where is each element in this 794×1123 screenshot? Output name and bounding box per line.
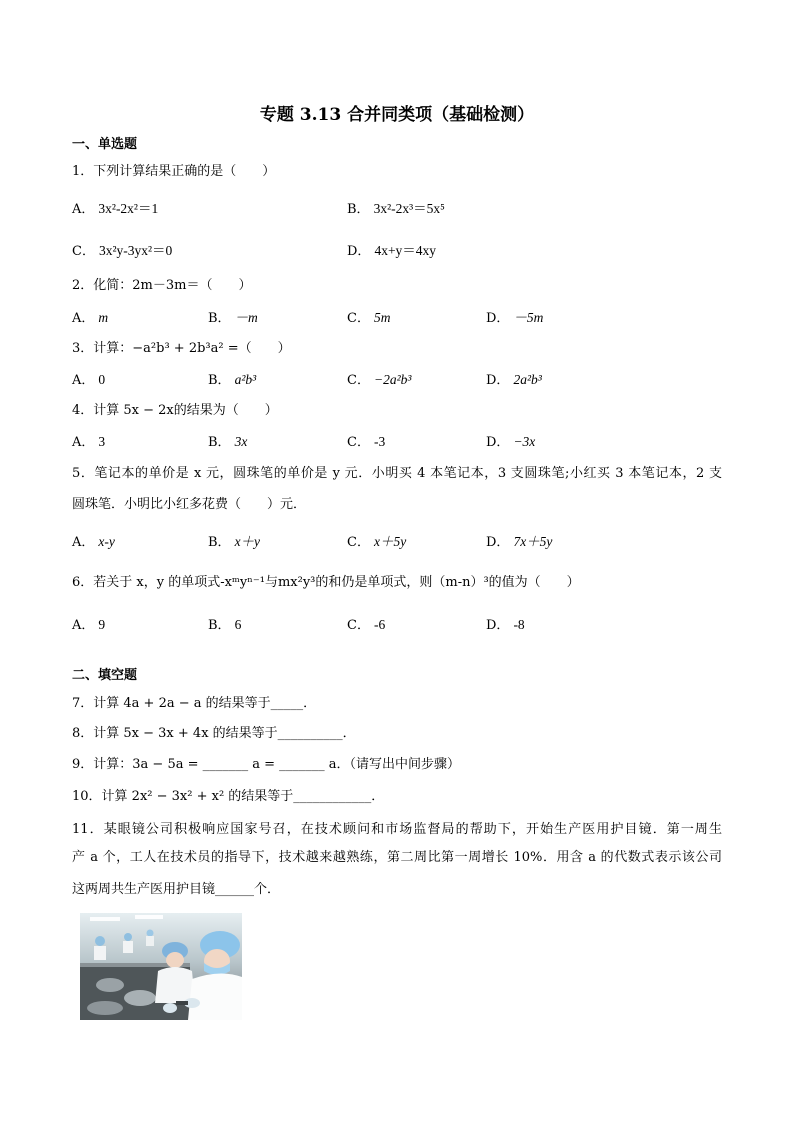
option-value: -8 [513, 617, 525, 632]
option-value: －m [234, 310, 258, 325]
option-label: D． [486, 535, 510, 550]
option-label: C． [347, 618, 370, 633]
question-2-option-a [72, 309, 108, 328]
question-6-option-c [347, 616, 385, 635]
option-value: -6 [373, 617, 386, 632]
question-1-stem: 1．下列计算结果正确的是（ ） [72, 164, 276, 179]
option-label: C． [347, 373, 370, 388]
option-label: B． [208, 311, 231, 326]
option-label: B． [208, 435, 231, 450]
question-1-option-c [72, 242, 172, 261]
question-5-option-d [486, 533, 552, 552]
option-label: B． [208, 373, 231, 388]
question-4-option-d [486, 433, 535, 452]
section-heading-fill-in: 二、填空题 [72, 668, 138, 683]
option-value: 0 [98, 372, 106, 387]
option-value: 3x²y-3yx²＝0 [98, 243, 173, 258]
question-7-stem: 7．计算 4a + 2a − a 的结果等于_____． [72, 696, 317, 711]
question-11-stem-line-3: 这两周共生产医用护目镜______个． [72, 882, 281, 897]
option-label: C． [347, 535, 370, 550]
option-value: x＋5y [373, 534, 407, 549]
question-6-stem: 6．若关于 x，y 的单项式-xᵐyⁿ⁻¹与mx²y³的和仍是单项式，则（m-n）³的值为（ ） [72, 575, 580, 590]
option-value: x-y [98, 534, 115, 549]
factory-workers-illustration [80, 913, 242, 1020]
option-label: A． [72, 618, 95, 633]
question-2-option-c [347, 309, 390, 328]
question-3-stem: 3．计算：−a²b³ + 2b³a² =（ ） [72, 341, 291, 356]
question-4-option-b [208, 433, 247, 452]
page-title: 专题 3.13 合并同类项（基础检测） [259, 105, 535, 125]
option-value: m [98, 310, 109, 325]
question-1-option-d [347, 242, 436, 261]
option-label: A． [72, 311, 95, 326]
option-label: A． [72, 535, 95, 550]
question-3-option-a [72, 371, 105, 390]
option-label: D． [347, 244, 371, 259]
question-6-option-d [486, 616, 525, 635]
question-6-option-b [208, 616, 241, 635]
question-5-stem-line-2: 圆珠笔．小明比小红多花费（ ）元． [72, 497, 307, 512]
option-label: A． [72, 202, 95, 217]
option-value: 9 [98, 617, 106, 632]
question-5-stem-line-1: 5．笔记本的单价是 x 元，圆珠笔的单价是 y 元．小明买 4 本笔记本，3 支圆珠笔;小红买 3 本笔记本，2 支 [72, 466, 722, 481]
question-6-option-a [72, 616, 105, 635]
question-9-stem: 9．计算：3a − 5a = _______ a = _______ a．（请写出中间步骤） [72, 757, 461, 772]
question-1-option-a [72, 200, 158, 219]
question-4-option-c [347, 433, 385, 452]
question-4-option-a [72, 433, 105, 452]
section-heading-single-choice: 一、单选题 [72, 137, 138, 152]
option-label: B． [208, 535, 231, 550]
question-11-stem-line-2: 产 a 个，工人在技术员的指导下，技术越来越熟练，第二周比第一周增长 10%．用含 a 的代数式表示该公司 [72, 850, 722, 865]
question-4-stem: 4．计算 5x − 2x的结果为（ ） [72, 403, 278, 418]
question-3-option-d [486, 371, 542, 390]
option-value: 5m [373, 310, 391, 325]
option-value: 3 [98, 434, 106, 449]
option-label: A． [72, 435, 95, 450]
option-label: B． [347, 202, 370, 217]
question-11-stem-line-1: 11．某眼镜公司积极响应国家号召，在技术顾问和市场监督局的帮助下，开始生产医用护目镜．第一周生 [72, 822, 722, 837]
question-8-stem: 8．计算 5x − 3x + 4x 的结果等于__________． [72, 726, 356, 741]
option-label: C． [72, 244, 95, 259]
option-label: D． [486, 618, 510, 633]
question-5-option-c [347, 533, 406, 552]
option-label: C． [347, 311, 370, 326]
question-5-option-a [72, 533, 115, 552]
option-label: A． [72, 373, 95, 388]
option-value: 3x²-2x³＝5x⁵ [373, 201, 445, 216]
option-value: −3x [513, 434, 536, 449]
option-value: 3x²-2x²＝1 [98, 201, 159, 216]
question-3-option-c [347, 371, 411, 390]
option-label: D． [486, 373, 510, 388]
option-value: a²b³ [234, 372, 257, 387]
option-value: 4x+y＝4xy [374, 243, 437, 258]
question-2-option-d [486, 309, 543, 328]
option-label: D． [486, 435, 510, 450]
option-value: 3x [234, 434, 248, 449]
option-label: C． [347, 435, 370, 450]
option-value: 7x＋5y [513, 534, 553, 549]
option-value: －5m [513, 310, 544, 325]
option-label: B． [208, 618, 231, 633]
option-value: -3 [373, 434, 386, 449]
question-2-option-b [208, 309, 258, 328]
question-1-option-b [347, 200, 445, 219]
factory-workers-photo [80, 913, 242, 1020]
option-value: 2a²b³ [513, 372, 542, 387]
option-label: D． [486, 311, 510, 326]
question-5-option-b [208, 533, 260, 552]
question-3-option-b [208, 371, 256, 390]
question-2-stem: 2．化简：2m－3m＝（ ） [72, 278, 252, 293]
option-value: −2a²b³ [373, 372, 412, 387]
option-value: 6 [234, 617, 242, 632]
option-value: x＋y [234, 534, 261, 549]
question-10-stem: 10．计算 2x² − 3x² + x² 的结果等于____________． [72, 789, 385, 804]
